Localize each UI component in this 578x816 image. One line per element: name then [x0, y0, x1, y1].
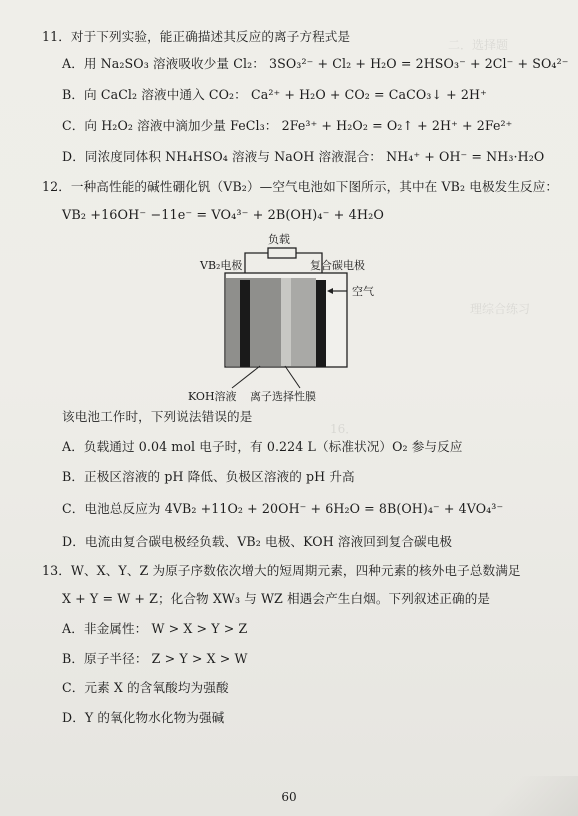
ion-selective-membrane	[281, 278, 291, 366]
q12-option-a: A．负载通过 0.04 mol 电子时，有 0.224 L（标准状况）O₂ 参与反应	[62, 439, 463, 454]
vb2-electrode-bar	[240, 280, 250, 367]
bleed-through-text: 二．选择题	[448, 38, 509, 52]
bleed-through-text: 16．	[330, 422, 358, 436]
q12-stem: 12．一种高性能的碱性硼化钒（VB₂）—空气电池如下图所示，其中在 VB₂ 电极发生反应：	[42, 179, 559, 194]
composite-carbon-label: 复合碳电极	[310, 259, 365, 272]
q13-option-b: B．原子半径： Z > Y > X > W	[62, 651, 248, 666]
q13-option-d: D．Y 的氧化物水化物为强碱	[62, 710, 225, 725]
load-resistor	[268, 248, 296, 258]
battery-diagram	[150, 228, 410, 410]
q13-stem-line1: 13．W、X、Y、Z 为原子序数依次增大的短周期元素，四种元素的核外电子总数满足	[42, 563, 521, 578]
load-label: 负载	[268, 233, 290, 246]
bleed-through-text: 理综合练习	[470, 302, 531, 316]
q11-stem: 11．对于下列实验，能正确描述其反应的离子方程式是	[42, 29, 351, 44]
page-number: 60	[281, 790, 297, 804]
q11-option-c: C．向 H₂O₂ 溶液中滴加少量 FeCl₃： 2Fe³⁺ + H₂O₂ = O₂↑ + 2H⁺ + 2Fe²⁺	[62, 118, 513, 133]
q13-stem-line2: X + Y = W + Z；化合物 XW₃ 与 WZ 相遇会产生白烟。下列叙述正确的是	[62, 591, 491, 606]
composite-carbon-electrode-bar	[316, 280, 326, 367]
q12-option-b: B．正极区溶液的 pH 降低、负极区溶液的 pH 升高	[62, 469, 355, 484]
q12-equation: VB₂ +16OH⁻ −11e⁻ = VO₄³⁻ + 2B(OH)₄⁻ + 4H₂O	[62, 208, 384, 223]
q11-option-b: B．向 CaCl₂ 溶液中通入 CO₂： Ca²⁺ + H₂O + CO₂ = CaCO₃↓ + 2H⁺	[62, 87, 487, 102]
q12-option-d: D．电流由复合碳电极经负载、VB₂ 电极、KOH 溶液回到复合碳电极	[62, 534, 453, 549]
vb2-electrode-label: VB₂电极	[200, 259, 243, 272]
membrane-label: 离子选择性膜	[250, 390, 316, 403]
air-label: 空气	[352, 285, 374, 298]
q12-question: 该电池工作时，下列说法错误的是	[62, 409, 253, 424]
q11-option-d: D．同浓度同体积 NH₄HSO₄ 溶液与 NaOH 溶液混合： NH₄⁺ + OH⁻ = NH₃·H₂O	[62, 149, 545, 164]
q11-option-a: A．用 Na₂SO₃ 溶液吸收少量 Cl₂： 3SO₃²⁻ + Cl₂ + H₂O = 2HSO₃⁻ + 2Cl⁻ + SO₄²⁻	[62, 56, 569, 71]
koh-solution-label: KOH溶液	[188, 390, 237, 403]
q13-option-c: C．元素 X 的含氧酸均为强酸	[62, 680, 229, 695]
q13-option-a: A．非金属性： W > X > Y > Z	[62, 621, 248, 636]
q12-option-c: C．电池总反应为 4VB₂ +11O₂ + 20OH⁻ + 6H₂O = 8B(OH)₄⁻ + 4VO₄³⁻	[62, 501, 504, 516]
page-shadow	[458, 776, 578, 816]
